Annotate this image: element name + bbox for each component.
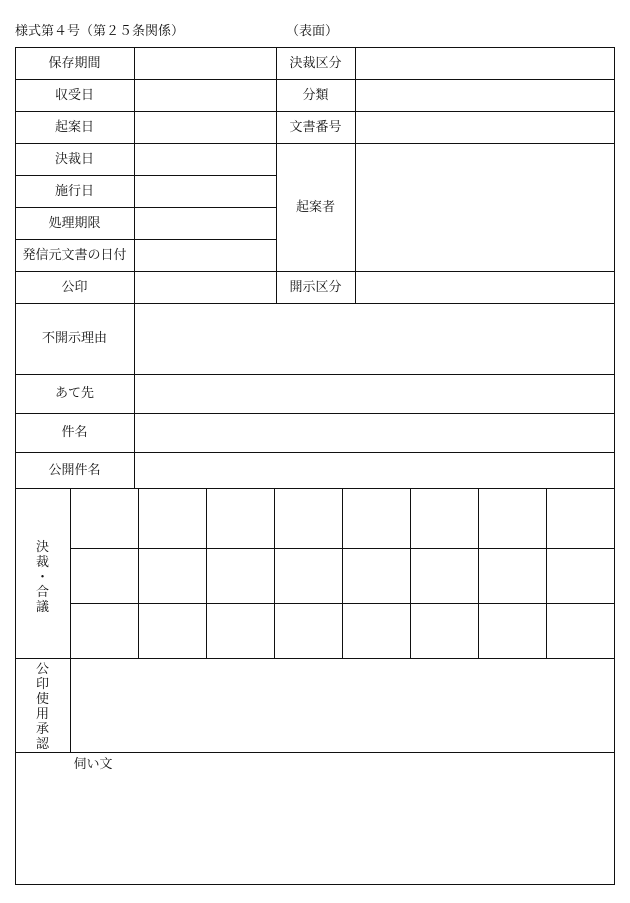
inquiry-text-label: 伺い文 xyxy=(73,756,113,772)
public-subject-field[interactable] xyxy=(136,454,614,487)
retention-period-label: 保存期間 xyxy=(48,55,101,71)
decision-category-label: 決裁区分 xyxy=(289,55,342,71)
column-divider xyxy=(134,47,135,488)
seal-use-approval-field[interactable] xyxy=(72,660,614,751)
document-number-label: 文書番号 xyxy=(289,119,342,135)
form-number: 様式第４号（第２５条関係） xyxy=(15,24,185,39)
column-divider xyxy=(355,47,356,303)
seal-approval-char: 公 xyxy=(35,662,49,677)
classification-field[interactable] xyxy=(357,81,614,110)
decision-category-field[interactable] xyxy=(357,49,614,78)
row-divider xyxy=(15,752,615,753)
form-side-label: （表面） xyxy=(286,24,339,39)
approval-char: 決 xyxy=(35,540,49,555)
seal-use-approval-label xyxy=(15,662,70,752)
drafter-label: 起案者 xyxy=(295,199,335,215)
nondisclosure-reason-field[interactable] xyxy=(136,305,614,373)
processing-deadline-field[interactable] xyxy=(136,209,275,238)
approval-consultation-label xyxy=(15,540,70,615)
approval-char: 裁 xyxy=(35,555,49,570)
approval-char: 合 xyxy=(35,585,49,600)
classification-label: 分類 xyxy=(302,87,329,103)
drafter-field[interactable] xyxy=(357,145,614,270)
approval-grid[interactable] xyxy=(72,490,614,657)
enforcement-date-field[interactable] xyxy=(136,177,275,206)
decision-date-label: 決裁日 xyxy=(54,151,94,167)
seal-approval-char: 印 xyxy=(35,677,49,692)
official-seal-label: 公印 xyxy=(61,279,88,295)
addressee-label: あて先 xyxy=(54,386,94,401)
subject-label: 件名 xyxy=(61,425,88,440)
document-number-field[interactable] xyxy=(357,113,614,142)
received-date-label: 収受日 xyxy=(54,87,94,103)
seal-approval-char: 承 xyxy=(35,722,49,737)
received-date-field[interactable] xyxy=(136,81,275,110)
draft-date-field[interactable] xyxy=(136,113,275,142)
public-subject-label: 公開件名 xyxy=(48,462,101,478)
seal-approval-char: 使 xyxy=(35,692,49,707)
processing-deadline-label: 処理期限 xyxy=(48,215,101,231)
source-document-date-label: 発信元文書の日付 xyxy=(22,247,127,263)
decision-date-field[interactable] xyxy=(136,145,275,174)
row-divider xyxy=(15,658,615,659)
addressee-field[interactable] xyxy=(136,376,614,412)
approval-char: 議 xyxy=(35,600,49,615)
column-divider xyxy=(70,488,71,752)
subject-field[interactable] xyxy=(136,415,614,451)
enforcement-date-label: 施行日 xyxy=(54,183,94,199)
disclosure-category-field[interactable] xyxy=(357,273,614,302)
draft-date-label: 起案日 xyxy=(54,119,94,135)
source-document-date-field[interactable] xyxy=(136,241,275,270)
approval-char: ・ xyxy=(35,570,49,585)
official-seal-field[interactable] xyxy=(136,273,275,302)
seal-approval-char: 認 xyxy=(35,737,49,752)
disclosure-category-label: 開示区分 xyxy=(289,279,342,295)
seal-approval-char: 用 xyxy=(35,707,49,722)
retention-period-field[interactable] xyxy=(136,49,275,78)
inquiry-text-field[interactable] xyxy=(17,776,614,884)
nondisclosure-reason-label: 不開示理由 xyxy=(41,331,107,346)
row-divider xyxy=(15,488,615,489)
